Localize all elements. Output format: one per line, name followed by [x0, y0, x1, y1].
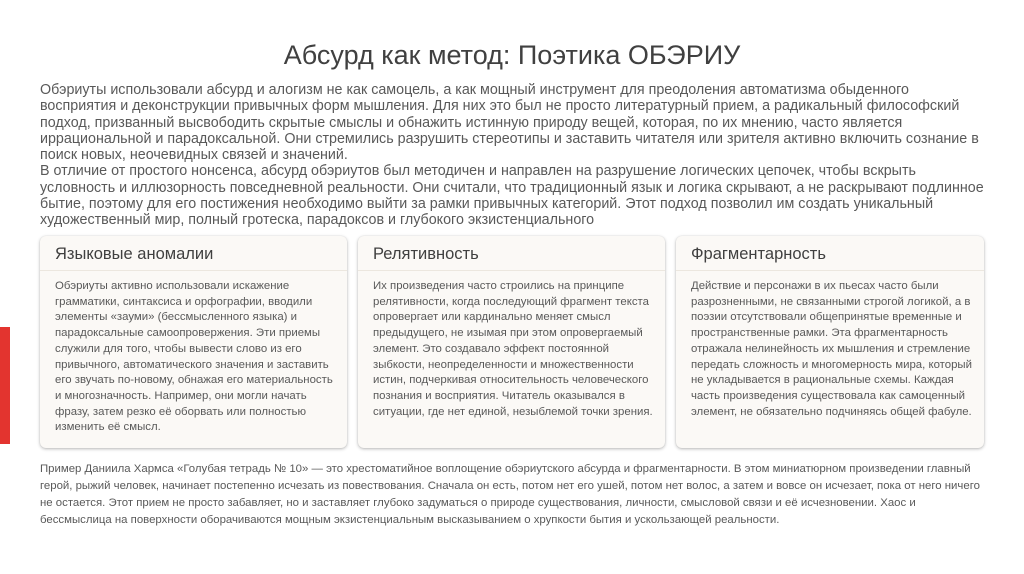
card-text: Действие и персонажи в их пьесах часто были разрозненными, не связанными строгой логикой, а в поэзии отсутствовали общепринятые временные и пространственные рамки. Эта фрагментарность отражала нелинейность их мышления и стремление передать сложность и многомерность мира, который не укладывается в рациональные схемы. Каждая часть произведения существовала как самоценный элемент, не обязательно подчиняясь общей фабуле.	[691, 280, 972, 418]
card-text: Обэриуты активно использовали искажение грамматики, синтаксиса и орфографии, вводили элементы «зауми» (бессмысленного языка) и парадоксальные самоопровержения. Эти приемы служили для того, чтобы вывести слово из его привычного, автоматического значения и заставить его звучать по-новому, обнажая его материальность и многозначность. Например, они могли начать фразу, затем резко её оборвать или полностью изменить её смысл.	[55, 280, 333, 434]
card-fragmentarity	[676, 236, 984, 448]
accent-bar	[0, 327, 10, 444]
example-paragraph: Пример Даниила Хармса «Голубая тетрадь № 10» — это хрестоматийное воплощение обэриутского абсурда и фрагментарности. В этом миниатюрном произведении главный герой, рыжий человек, начинает постепенно исчезать из повествования. Сначала он есть, потом нет его ушей, потом нет волос, а затем и вовсе он исчезает, пока от него ничего не остается. Этот прием не просто забавляет, но и заставляет глубоко задуматься о природе существования, личности, смысловой связи и её исчезновении. Хаос и бессмыслица на поверхности оборачиваются мощным экзистенциальным высказыванием о хрупкости бытия и ускользающей реальности.	[40, 463, 980, 526]
intro-paragraph-2: В отличие от простого нонсенса, абсурд обэриутов был методичен и направлен на разрушение логических цепочек, чтобы вскрыть условность и иллюзорность повседневной реальности. Они считали, что традиционный язык и логика скрывают, а не раскрывают подлинное бытие, поэтому для его постижения необходимо выйти за рамки привычных категорий. Этот подход позволил им создать уникальный художественный мир, полный гротеска, парадоксов и глубокого экзистенциального	[40, 163, 984, 229]
card-title: Релятивность	[373, 245, 479, 263]
example-text	[40, 461, 990, 529]
card-language-anomalies	[40, 236, 347, 448]
card-divider	[358, 270, 665, 271]
card-title: Языковые аномалии	[55, 245, 214, 263]
card-text: Их произведения часто строились на принципе релятивности, когда последующий фрагмент текста опровергает или кардинально меняет смысл предыдущего, не изымая при этом опровергаемый элемент. Это создавало эффект постоянной зыбкости, неопределенности и множественности истин, подчеркивая относительность человеческого познания и восприятия. Читатель оказывался в ситуации, где нет единой, незыблемой точки зрения.	[373, 280, 653, 418]
slide-title: Абсурд как метод: Поэтика ОБЭРИУ	[283, 40, 741, 70]
card-title: Фрагментарность	[691, 245, 826, 263]
intro-paragraph-1: Обэриуты использовали абсурд и алогизм не как самоцель, а как мощный инструмент для преодоления автоматизма обыденного восприятия и деконструкции привычных форм мышления. Для них это был не просто литературный прием, а радикальный философский подход, призванный высвободить скрытые смыслы и обнажить истинную природу вещей, которая, по их мнению, часто является иррациональной и парадоксальной. Они стремились разрушить стереотипы и заставить читателя или зрителя активно включить сознание в поиск новых, неочевидных связей и значений.	[40, 82, 979, 164]
card-relativity	[358, 236, 665, 448]
intro-text	[40, 82, 985, 234]
card-divider	[676, 270, 984, 271]
card-divider	[40, 270, 347, 271]
